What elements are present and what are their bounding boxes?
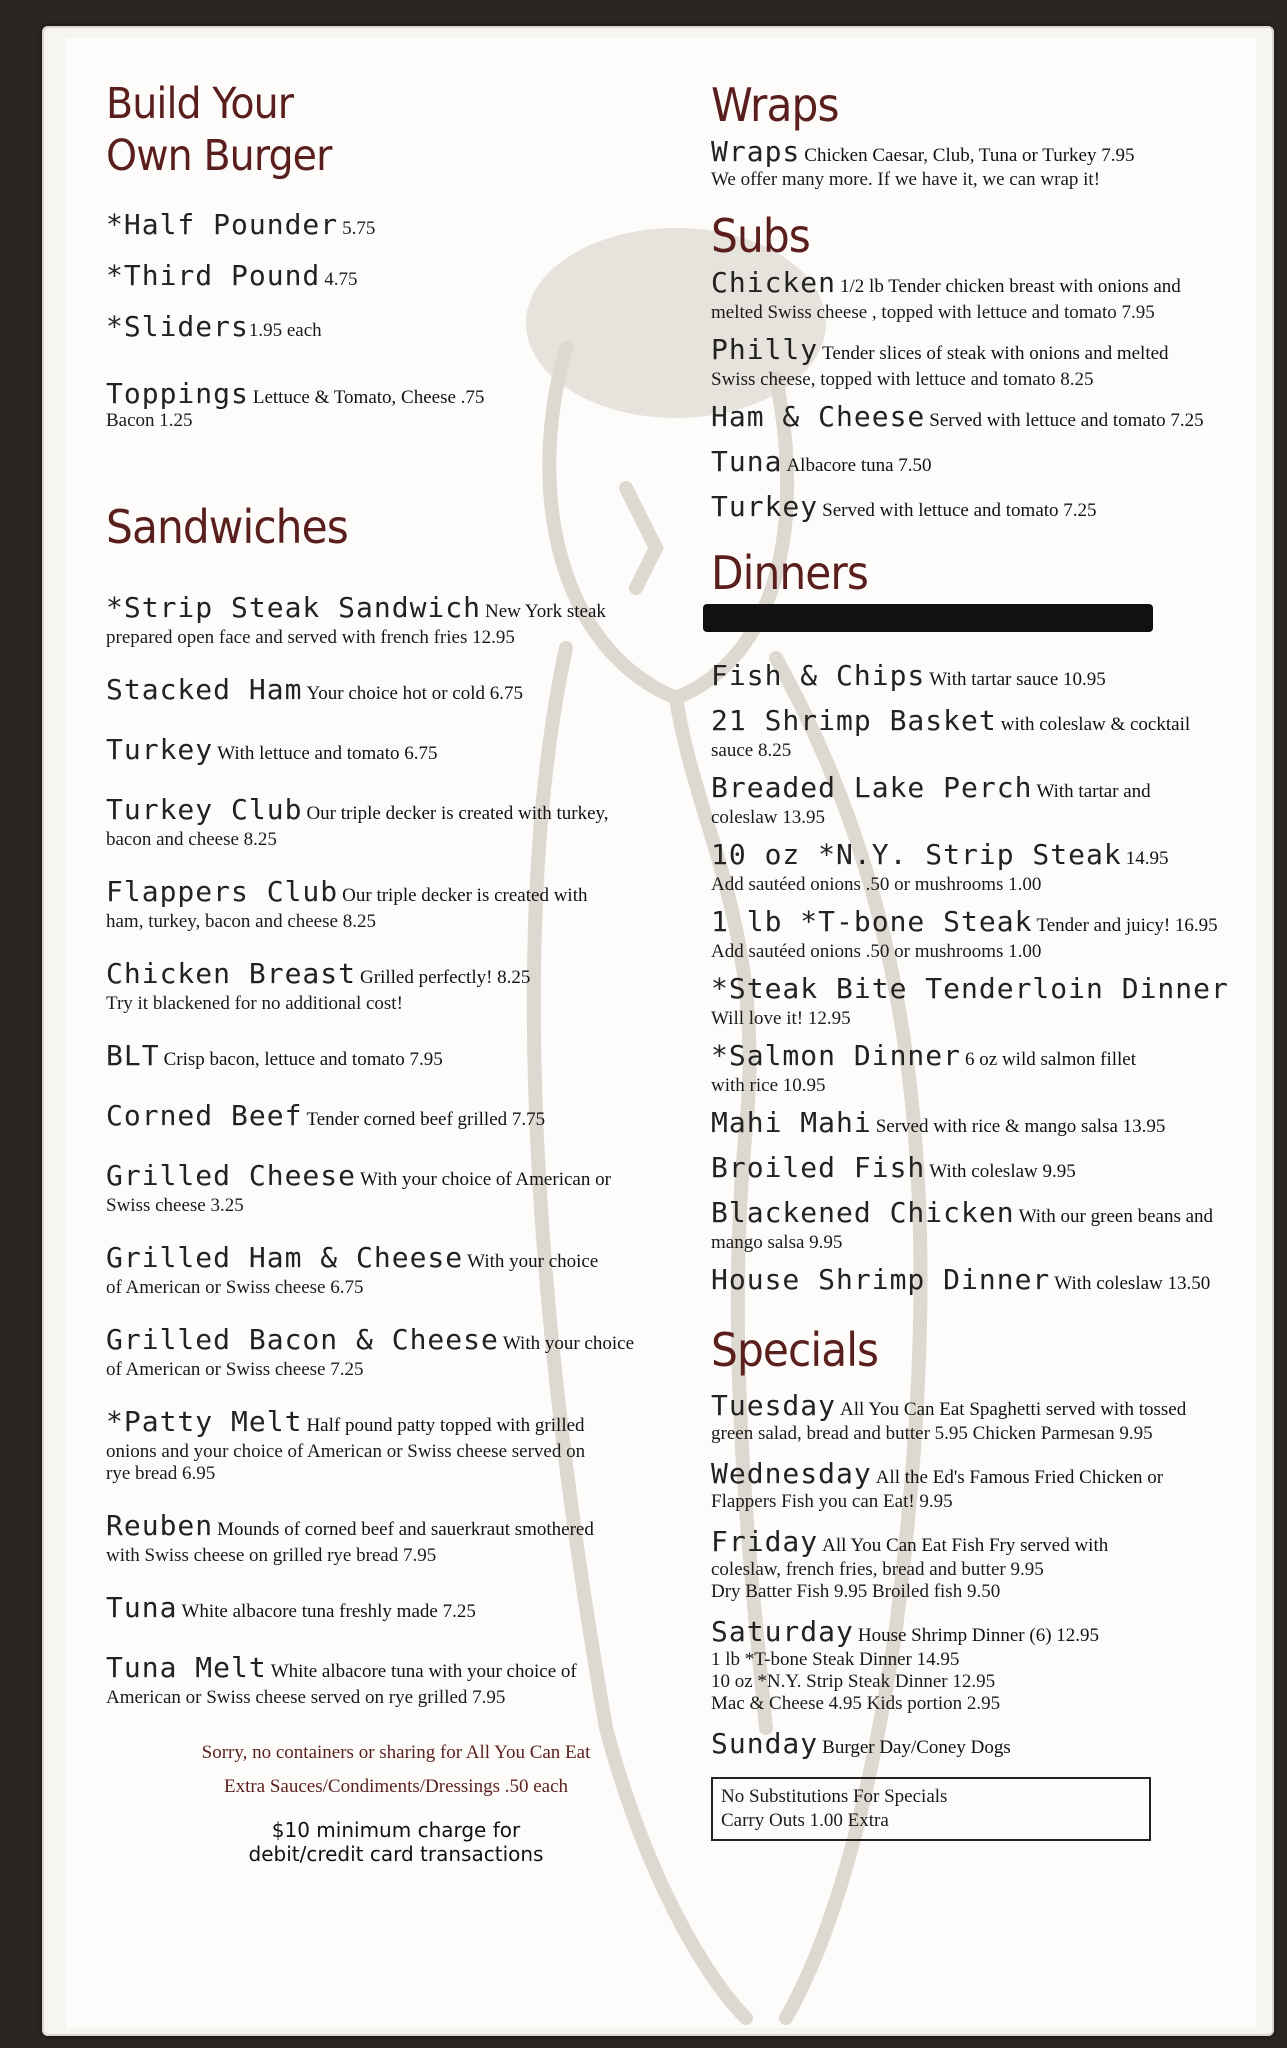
burger-title: Build Your Own Burger: [106, 79, 332, 181]
menu-item: *Strip Steak Sandwich New York steak prepared open face and served with french fries 12.95: [106, 591, 606, 648]
menu-item: Ham & Cheese Served with lettuce and tomato 7.25: [711, 400, 1204, 433]
menu-item: Turkey With lettuce and tomato 6.75: [106, 733, 438, 766]
burger-item: *Sliders1.95 each: [106, 310, 322, 343]
menu-item: Blackened Chicken With our green beans and mango salsa 9.95: [711, 1196, 1214, 1253]
menu-item: Philly Tender slices of steak with onions and melted Swiss cheese, topped with lettuce and tomato 8.25: [711, 333, 1169, 390]
burger-item: *Third Pound 4.75: [106, 259, 358, 292]
sandwiches-title: Sandwiches: [106, 500, 348, 554]
menu-item: 21 Shrimp Basket with coleslaw & cocktail sauce 8.25: [711, 704, 1191, 761]
dinners-title: Dinners: [711, 546, 869, 600]
special-item: Sunday Burger Day/Coney Dogs: [711, 1727, 1011, 1760]
wraps-title: Wraps: [711, 78, 839, 132]
menu-item: Fish & Chips With tartar sauce 10.95: [711, 659, 1106, 692]
menu-item: *Salmon Dinner 6 oz wild salmon fillet with rice 10.95: [711, 1039, 1136, 1096]
special-item: Friday All You Can Eat Fish Fry served with coleslaw, french fries, bread and butter 9.95 Dry Batter Fish 9.95 Broiled fish 9.50: [711, 1525, 1109, 1602]
toppings-item: Toppings Lettuce & Tomato, Cheese .75 Bacon 1.25: [106, 377, 485, 431]
menu-item: *Steak Bite Tenderloin Dinner Will love it! 12.95: [711, 972, 1229, 1029]
specials-title: Specials: [711, 1323, 879, 1377]
menu-item: Breaded Lake Perch With tartar and coleslaw 13.95: [711, 771, 1151, 828]
specials-notice-box: No Substitutions For Specials Carry Outs 1.00 Extra: [711, 1777, 1151, 1841]
menu-item: 1 lb *T-bone Steak Tender and juicy! 16.95 Add sautéed onions .50 or mushrooms 1.00: [711, 905, 1218, 962]
special-item: Saturday House Shrimp Dinner (6) 12.95 1 lb *T-bone Steak Dinner 14.95 10 oz *N.Y. Strip Steak Dinner 12.95 Mac & Cheese 4.95 Kids portion 2.95: [711, 1615, 1100, 1714]
burger-section: [106, 78, 686, 432]
special-item: Tuesday All You Can Eat Spaghetti served with tossed green salad, bread and butter 5.95 Chicken Parmesan 9.95: [711, 1389, 1187, 1444]
menu-item: BLT Crisp bacon, lettuce and tomato 7.95: [106, 1039, 443, 1072]
menu-item: Reuben Mounds of corned beef and sauerkraut smothered with Swiss cheese on grilled rye bread 7.95: [106, 1509, 594, 1566]
menu-item: Stacked Ham Your choice hot or cold 6.75: [106, 673, 523, 706]
menu-item: Tuna White albacore tuna freshly made 7.25: [106, 1591, 476, 1624]
minimum-charge-note: $10 minimum charge for debit/credit card transactions: [248, 1818, 544, 1866]
menu-item: Flappers Club Our triple decker is created with ham, turkey, bacon and cheese 8.25: [106, 875, 588, 932]
menu-item: Corned Beef Tender corned beef grilled 7.75: [106, 1099, 546, 1132]
menu-sheet: [42, 26, 1274, 2036]
subs-title: Subs: [711, 209, 810, 263]
burger-item: *Half Pounder 5.75: [106, 208, 376, 241]
menu-item: *Patty Melt Half pound patty topped with grilled onions and your choice of American or Swiss cheese served on rye bread 6.95: [106, 1405, 586, 1484]
subs-section: [711, 209, 1274, 526]
menu-item: Tuna Albacore tuna 7.50: [711, 445, 932, 478]
menu-item: Chicken Breast Grilled perfectly! 8.25 Try it blackened for no additional cost!: [106, 957, 531, 1014]
menu-paper: [66, 38, 1256, 2028]
sandwiches-section: [106, 500, 686, 1866]
menu-item: Grilled Ham & Cheese With your choice of American or Swiss cheese 6.75: [106, 1241, 599, 1298]
menu-item: Chicken 1/2 lb Tender chicken breast with onions and melted Swiss cheese , topped with lettuce and tomato 7.95: [711, 266, 1181, 323]
menu-item: Grilled Bacon & Cheese With your choice of American or Swiss cheese 7.25: [106, 1323, 635, 1380]
specials-section: [711, 1323, 1274, 1841]
menu-item: House Shrimp Dinner With coleslaw 13.50: [711, 1263, 1211, 1296]
menu-item: Grilled Cheese With your choice of American or Swiss cheese 3.25: [106, 1159, 611, 1216]
all-you-can-eat-note: Sorry, no containers or sharing for All You Can Eat Extra Sauces/Condiments/Dressings .50 each: [201, 1742, 591, 1797]
menu-item: Tuna Melt White albacore tuna with your choice of American or Swiss cheese served on rye grilled 7.95: [106, 1651, 577, 1708]
menu-item: 10 oz *N.Y. Strip Steak 14.95 Add sautéed onions .50 or mushrooms 1.00: [711, 838, 1169, 895]
special-item: Wednesday All the Ed's Famous Fried Chicken or Flappers Fish you can Eat! 9.95: [711, 1457, 1164, 1512]
redaction-bar: [703, 604, 1153, 632]
wraps-section: [711, 78, 1274, 191]
menu-item: Wraps Chicken Caesar, Club, Tuna or Turkey 7.95 We offer many more. If we have it, we can wrap it!: [711, 135, 1135, 190]
menu-item: Turkey Served with lettuce and tomato 7.25: [711, 490, 1097, 523]
menu-item: Turkey Club Our triple decker is created with turkey, bacon and cheese 8.25: [106, 793, 609, 850]
menu-item: Mahi Mahi Served with rice & mango salsa 13.95: [711, 1106, 1166, 1139]
menu-item: Broiled Fish With coleslaw 9.95: [711, 1151, 1076, 1184]
dinners-section: [711, 546, 1274, 1299]
